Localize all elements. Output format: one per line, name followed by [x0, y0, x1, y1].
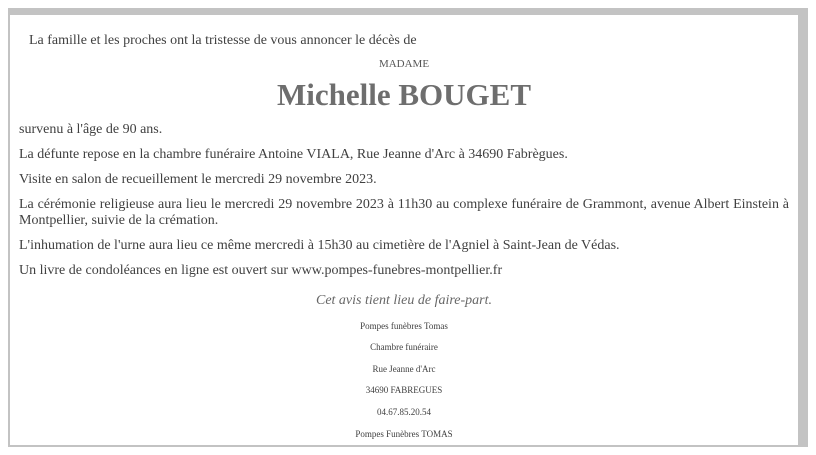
faire-part-note: Cet avis tient lieu de faire-part.: [315, 293, 492, 308]
contact-line: Pompes funèbres Tomas: [360, 321, 448, 331]
contact-line: Pompes Funèbres TOMAS: [355, 429, 453, 439]
condolences-paragraph: Un livre de condoléances en ligne est ouvert sur www.pompes-funebres-montpellier.fr: [19, 263, 503, 278]
inhumation-paragraph: L'inhumation de l'urne aura lieu ce même mercredi à 15h30 au cimetière de l'Agniel à Saint-Jean de Védas.: [19, 238, 620, 253]
notice-frame: [8, 8, 808, 447]
notice-body: [19, 122, 789, 288]
contact-line: Rue Jeanne d'Arc: [372, 364, 436, 374]
intro-text: La famille et les proches ont la tristesse de vous annoncer le décès de: [29, 33, 417, 48]
contact-phone: 04.67.85.20.54: [377, 407, 431, 417]
ceremony-paragraph: La cérémonie religieuse aura lieu le mercredi 29 novembre 2023 à 11h30 au complexe funéraire de Grammont, avenue Albert Einstein à Montpellier, suivie de la crémation.: [19, 197, 789, 228]
visit-paragraph: Visite en salon de recueillement le mercredi 29 novembre 2023.: [19, 172, 377, 187]
honorific: MADAME: [378, 58, 430, 70]
age-paragraph: survenu à l'âge de 90 ans.: [19, 122, 163, 137]
repose-paragraph: La défunte repose en la chambre funéraire Antoine VIALA, Rue Jeanne d'Arc à 34690 Fabrègues.: [19, 147, 568, 162]
notice-paper: [10, 15, 798, 445]
contact-line: Chambre funéraire: [370, 342, 438, 352]
contact-line: 34690 FABREGUES: [365, 385, 443, 395]
deceased-name: Michelle BOUGET: [276, 77, 531, 112]
